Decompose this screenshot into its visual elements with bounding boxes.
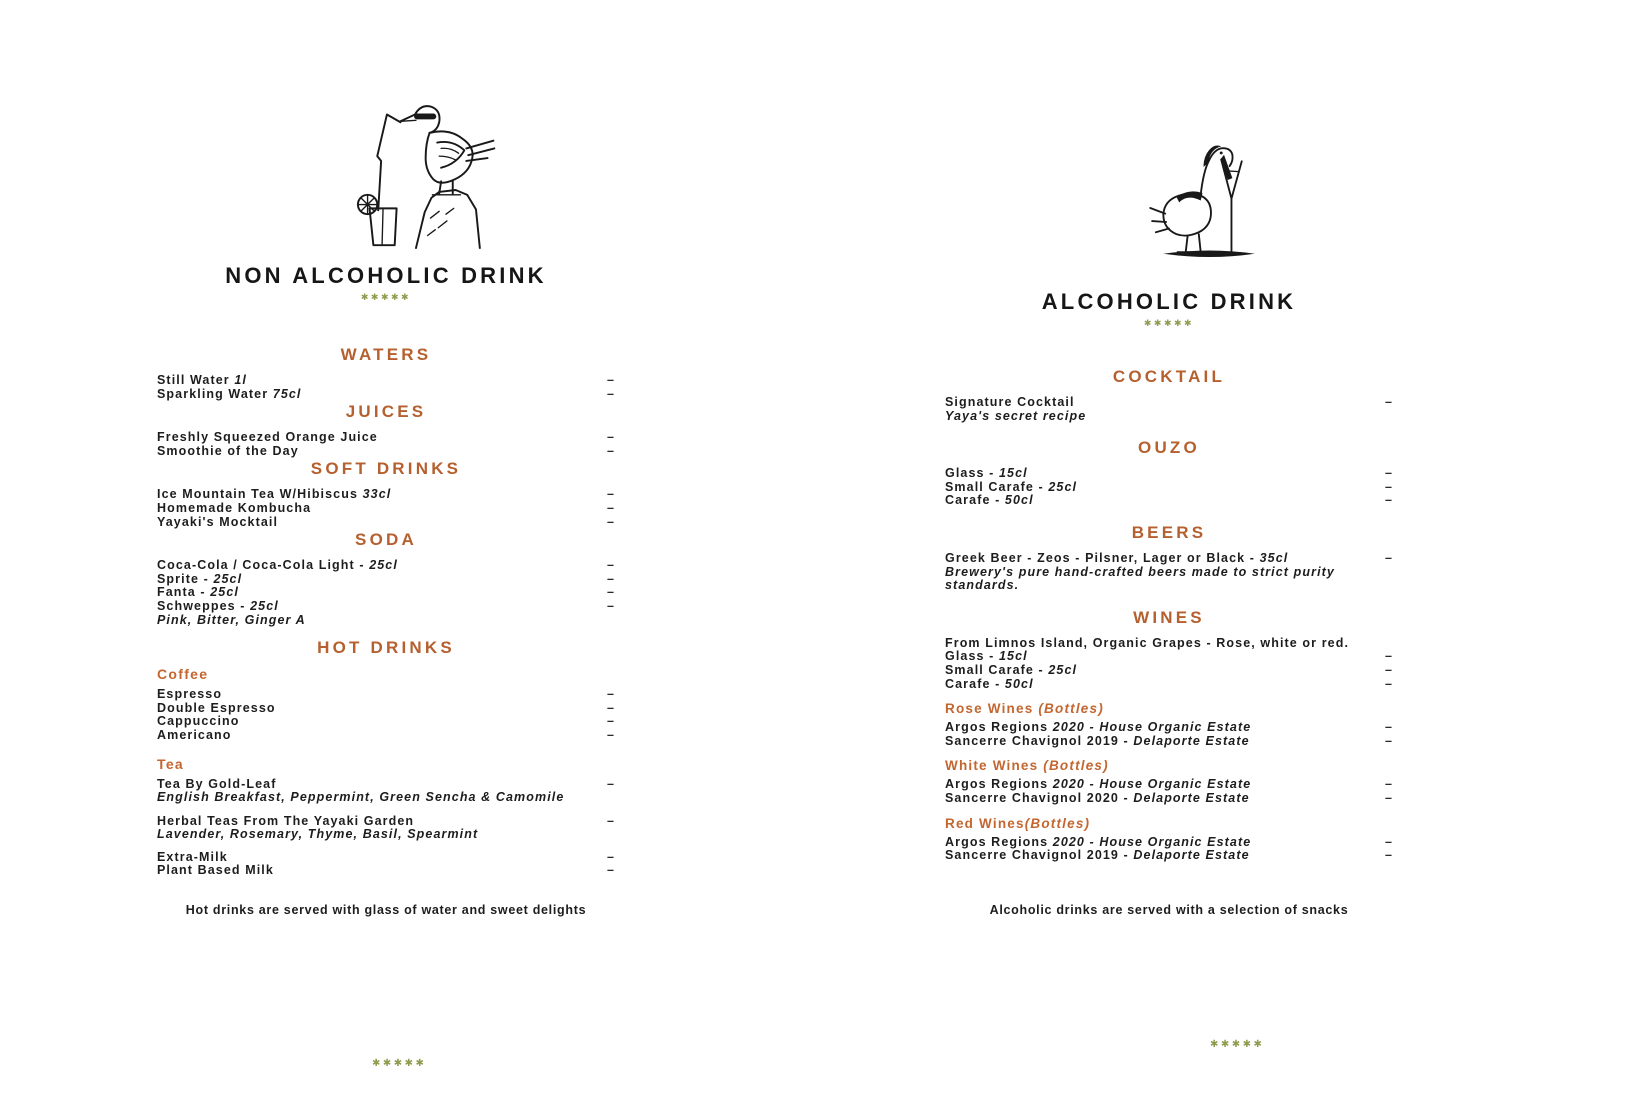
menu-item: Yayaki's Mocktail – — [157, 514, 615, 529]
menu-item: Still Water 1l – — [157, 373, 615, 387]
wines-intro-note: From Limnos Island, Organic Grapes - Rose, white or red. — [945, 635, 1350, 650]
price-dash: – — [606, 813, 615, 828]
section-header-soda: SODA — [355, 530, 417, 550]
price-dash: – — [1384, 834, 1393, 849]
page-alcoholic — [945, 124, 1393, 917]
menu-item: Signature Cocktail – — [945, 395, 1393, 409]
price-dash: – — [606, 727, 615, 742]
price-dash: – — [1384, 790, 1393, 805]
menu-item: Sancerre Chavignol 2020 - Delaporte Estate – — [945, 790, 1393, 805]
menu-item: Cappuccino – — [157, 714, 615, 729]
menu-item: Coca-Cola / Coca-Cola Light - 25cl – — [157, 558, 615, 573]
seagull-cocktail-illustration — [330, 100, 500, 250]
price-dash: – — [1384, 720, 1393, 735]
menu-item: Small Carafe - 25cl – — [945, 662, 1393, 677]
menu-item: Glass - 15cl – — [945, 466, 1393, 481]
menu-item: Americano – — [157, 727, 615, 742]
price-dash: – — [606, 430, 615, 445]
price-dash: – — [606, 571, 615, 586]
stars-divider-icon: ✱✱✱✱✱ — [1210, 1039, 1265, 1050]
price-dash: – — [1384, 493, 1393, 508]
menu-item: Ice Mountain Tea W/Hibiscus 33cl – — [157, 487, 615, 502]
price-dash: – — [1384, 777, 1393, 792]
price-dash: – — [1384, 395, 1393, 409]
page-non-alcoholic — [157, 100, 615, 917]
section-header-hot-drinks: HOT DRINKS — [317, 638, 455, 658]
menu-item: Argos Regions 2020 - House Organic Estate – — [945, 720, 1393, 735]
menu-item: Sancerre Chavignol 2019 - Delaporte Estate – — [945, 733, 1393, 748]
menu-item: Argos Regions 2020 - House Organic Estate – — [945, 777, 1393, 792]
menu-item-description: Yaya's secret recipe — [945, 408, 1087, 423]
menu-item: Herbal Teas From The Yayaki Garden – — [157, 813, 615, 828]
price-dash: – — [606, 585, 615, 600]
price-dash: – — [606, 776, 615, 791]
menu-item: Sparkling Water 75cl – — [157, 386, 615, 401]
price-dash: – — [1384, 733, 1393, 748]
price-dash: – — [606, 386, 615, 401]
page-title: NON ALCOHOLIC DRINK — [225, 263, 547, 288]
page-title: ALCOHOLIC DRINK — [1041, 289, 1297, 314]
price-dash: – — [606, 373, 615, 387]
price-dash: – — [606, 514, 615, 529]
menu-item: Double Espresso – — [157, 700, 615, 715]
price-dash: – — [1384, 676, 1393, 691]
price-dash: – — [1384, 848, 1393, 863]
stars-divider-icon: ✱✱✱✱✱ — [1143, 318, 1195, 328]
price-dash: – — [606, 863, 615, 878]
menu-item-description: standards. — [945, 578, 1020, 593]
menu-item: Schweppes - 25cl – — [157, 598, 615, 613]
stars-divider-icon: ✱✱✱✱✱ — [372, 1058, 427, 1069]
price-dash: – — [606, 700, 615, 715]
menu-item-description: Lavender, Rosemary, Thyme, Basil, Spearmint — [157, 827, 479, 842]
price-dash: – — [606, 487, 615, 502]
menu-item: Greek Beer - Zeos - Pilsner, Lager or Black - 35cl – — [945, 550, 1393, 565]
menu-item: Glass - 15cl – — [945, 649, 1393, 664]
menu-item: Espresso – — [157, 687, 615, 702]
menu-item: Small Carafe - 25cl – — [945, 479, 1393, 494]
menu-item: Carafe - 50cl – — [945, 676, 1393, 691]
section-header-wines: WINES — [1133, 607, 1205, 627]
section-header-waters: WATERS — [340, 345, 432, 364]
subheader-white-wines: White Wines (Bottles) — [945, 758, 1109, 774]
page-footer-note: Alcoholic drinks are served with a selection of snacks — [989, 903, 1349, 917]
section-header-ouzo: OUZO — [1138, 438, 1200, 458]
subheader-red-wines: Red Wines(Bottles) — [945, 815, 1091, 831]
menu-item: Smoothie of the Day – — [157, 443, 615, 458]
menu-item-description: English Breakfast, Peppermint, Green Sencha & Camomile — [157, 790, 565, 805]
menu-item: Extra-Milk – — [157, 849, 615, 864]
price-dash: – — [606, 849, 615, 864]
menu-item-description: Brewery's pure hand-crafted beers made to strict purity — [945, 564, 1335, 579]
stars-divider-icon: ✱✱✱✱✱ — [360, 292, 412, 302]
page-footer-note: Hot drinks are served with glass of water and sweet delights — [185, 903, 587, 917]
price-dash: – — [1384, 466, 1393, 481]
price-dash: – — [606, 443, 615, 458]
menu-item: Homemade Kombucha – — [157, 500, 615, 515]
section-header-beers: BEERS — [1131, 522, 1207, 542]
price-dash: – — [606, 714, 615, 729]
menu-item: Tea By Gold-Leaf – — [157, 776, 615, 791]
price-dash: – — [606, 598, 615, 613]
price-dash: – — [606, 500, 615, 515]
price-dash: – — [1384, 649, 1393, 664]
price-dash: – — [606, 687, 615, 702]
subheader-tea: Tea — [157, 755, 184, 772]
subheader-rose-wines: Rose Wines (Bottles) — [945, 701, 1104, 717]
menu-item: Argos Regions 2020 - House Organic Estate – — [945, 834, 1393, 849]
menu-item: Freshly Squeezed Orange Juice – — [157, 430, 615, 445]
section-header-soft-drinks: SOFT DRINKS — [310, 459, 462, 479]
menu-item: Fanta - 25cl – — [157, 585, 615, 600]
subheader-coffee: Coffee — [157, 666, 209, 683]
menu-item-note: Pink, Bitter, Ginger A — [157, 612, 306, 627]
menu-item: Sprite - 25cl – — [157, 571, 615, 586]
menu-item: Sancerre Chavignol 2019 - Delaporte Estate – — [945, 848, 1393, 863]
section-header-juices: JUICES — [345, 402, 427, 422]
price-dash: – — [1384, 479, 1393, 494]
section-header-cocktail: COCKTAIL — [1112, 367, 1226, 386]
pelican-cocktail-illustration — [1135, 124, 1285, 264]
price-dash: – — [1384, 662, 1393, 677]
price-dash: – — [606, 558, 615, 573]
menu-item: Plant Based Milk – — [157, 863, 615, 878]
price-dash: – — [1384, 550, 1393, 565]
menu-item: Carafe - 50cl – — [945, 493, 1393, 508]
